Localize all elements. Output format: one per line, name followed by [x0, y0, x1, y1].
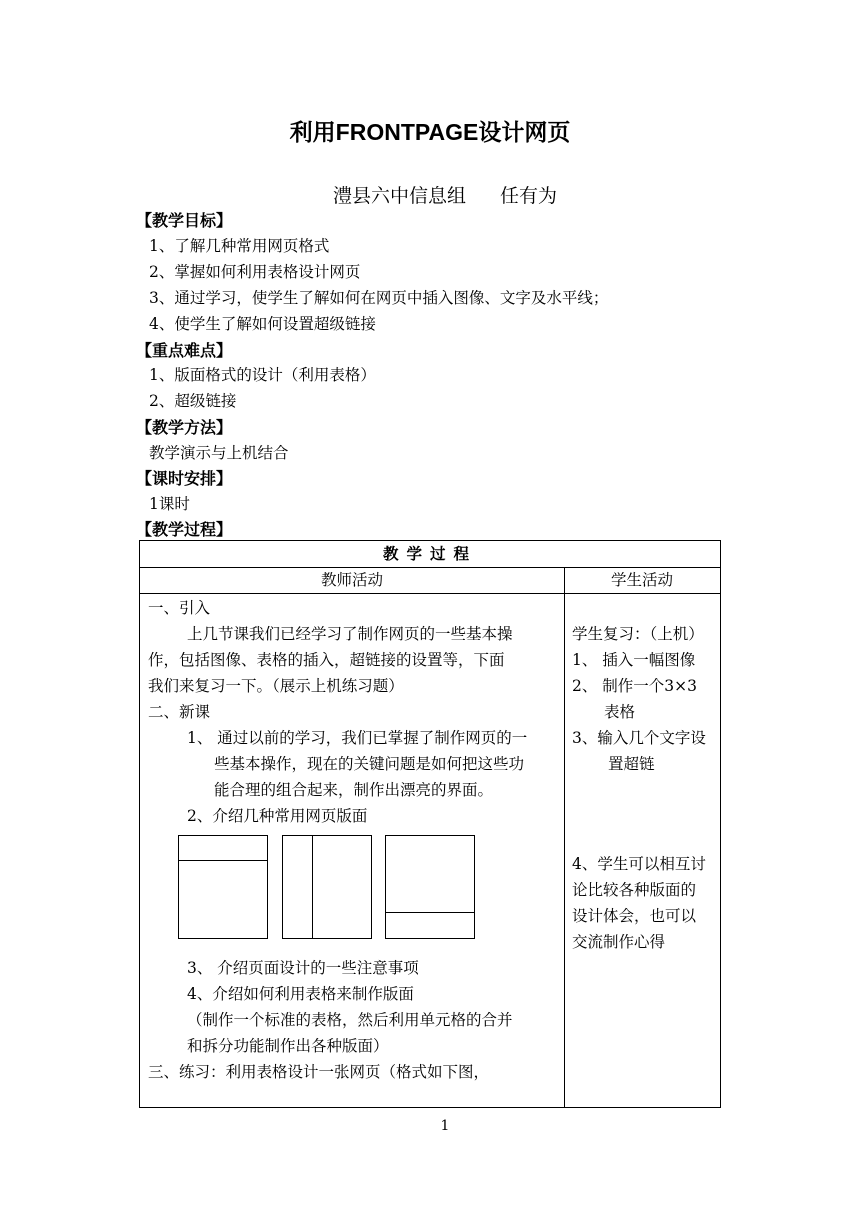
goal-item: 2、掌握如何利用表格设计网页	[149, 263, 361, 281]
page-number: 1	[440, 1118, 450, 1134]
teacher-line: 2、介绍几种常用网页版面	[187, 807, 368, 825]
goal-item: 1、了解几种常用网页格式	[149, 237, 330, 255]
student-line: 交流制作心得	[572, 933, 666, 951]
student-line: 3、输入几个文字设	[572, 729, 706, 747]
teacher-line: 上几节课我们已经学习了制作网页的一些基本操	[187, 625, 513, 643]
method-item: 教学演示与上机结合	[149, 444, 289, 462]
student-line: 论比较各种版面的	[572, 881, 697, 899]
teacher-line: 1、 通过以前的学习，我们已掌握了制作网页的一	[187, 729, 528, 747]
column-divider	[564, 567, 565, 1107]
document-title: 利用FRONTPAGE设计网页	[289, 119, 571, 145]
teacher-line: 能合理的组合起来，制作出漂亮的界面。	[214, 781, 494, 799]
column-header-teacher: 教师活动	[320, 571, 383, 589]
teacher-line: （制作一个标准的表格，然后利用单元格的合并	[187, 1011, 513, 1029]
layout-diagram-sidebar	[282, 835, 372, 939]
teacher-line: 些基本操作，现在的关键问题是如何把这些功	[214, 755, 525, 773]
teacher-line: 三、练习：利用表格设计一张网页（格式如下图，	[148, 1063, 490, 1081]
table-title: 教学过程	[382, 545, 477, 563]
heading-process: 【教学过程】	[136, 520, 233, 539]
teacher-line: 作，包括图像、表格的插入，超链接的设置等，下面	[148, 651, 505, 669]
schedule-item: 1课时	[149, 495, 190, 513]
teacher-line: 二、新课	[148, 703, 211, 721]
teacher-line: 一、引入	[148, 599, 211, 617]
column-header-student: 学生活动	[610, 571, 673, 589]
heading-schedule: 【课时安排】	[136, 469, 233, 488]
layout-diagram-footer	[385, 835, 475, 939]
author-name: 任有为	[500, 185, 558, 207]
heading-method: 【教学方法】	[136, 418, 233, 437]
process-table	[139, 540, 721, 1108]
key-point-item: 1、版面格式的设计（利用表格）	[149, 366, 376, 384]
teacher-line: 3、 介绍页面设计的一些注意事项	[187, 959, 419, 977]
author-line	[0, 181, 860, 208]
heading-goals: 【教学目标】	[136, 211, 233, 230]
student-line: 学生复习：（上机）	[572, 625, 704, 643]
key-point-item: 2、超级链接	[149, 392, 237, 410]
teacher-line: 4、介绍如何利用表格来制作版面	[187, 985, 414, 1003]
teacher-line: 我们来复习一下。（展示上机练习题）	[148, 677, 404, 695]
goal-item: 4、使学生了解如何设置超级链接	[149, 315, 376, 333]
student-line: 1、 插入一幅图像	[572, 651, 696, 669]
teacher-line: 和拆分功能制作出各种版面）	[187, 1037, 389, 1055]
student-line: 2、 制作一个3×3	[572, 677, 697, 695]
student-line: 设计体会，也可以	[572, 907, 697, 925]
author-school: 澧县六中信息组	[332, 185, 466, 207]
heading-key-points: 【重点难点】	[136, 341, 233, 360]
table-divider	[140, 593, 720, 594]
layout-diagram-header	[178, 835, 268, 939]
goal-item: 3、通过学习，使学生了解如何在网页中插入图像、文字及水平线；	[149, 289, 609, 307]
student-line: 表格	[604, 703, 636, 721]
student-line: 置超链	[608, 755, 655, 773]
student-line: 4、学生可以相互讨	[572, 855, 706, 873]
